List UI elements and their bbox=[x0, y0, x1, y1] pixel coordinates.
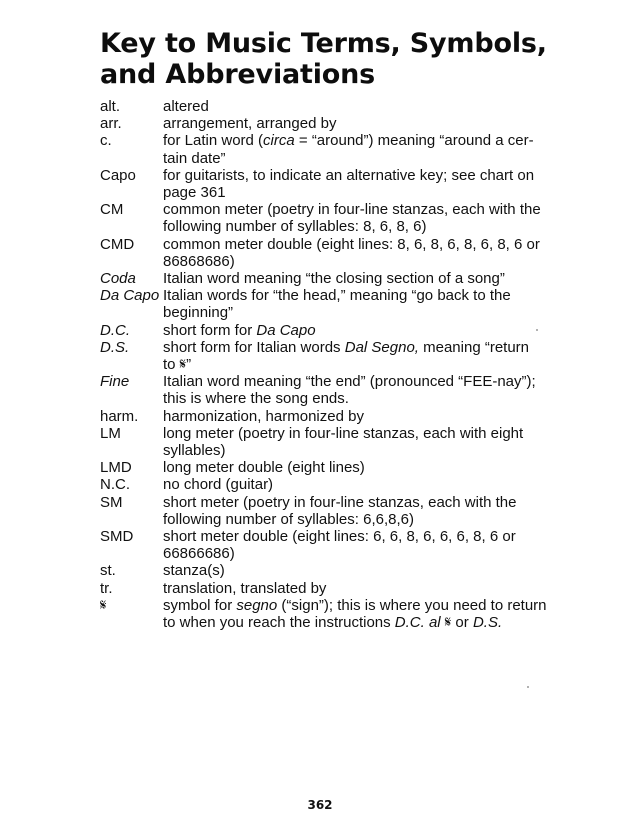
glossary-definition bbox=[163, 287, 550, 321]
glossary-entry bbox=[100, 494, 550, 528]
definition-text: stanza(s) bbox=[163, 562, 225, 580]
definition-line bbox=[163, 511, 550, 528]
glossary-term: CMD bbox=[100, 235, 135, 253]
definition-text: Italian word meaning “the end” (pronounced “FEE-nay”); bbox=[163, 373, 536, 391]
definition-line bbox=[163, 390, 550, 407]
glossary-term: 𝄋 bbox=[100, 596, 107, 614]
definition-line bbox=[163, 442, 550, 459]
definition-line bbox=[163, 184, 550, 201]
glossary-definition bbox=[163, 98, 550, 115]
glossary-entry bbox=[100, 201, 550, 235]
definition-text: long meter (poetry in four-line stanzas, each with eight bbox=[163, 424, 524, 442]
glossary-term: Coda bbox=[100, 270, 136, 288]
scan-speck bbox=[527, 686, 529, 688]
glossary-definition bbox=[163, 562, 550, 579]
definition-line bbox=[163, 201, 550, 218]
glossary-definition bbox=[163, 270, 550, 287]
definition-text: harmonization, harmonized by bbox=[163, 407, 364, 425]
definition-line bbox=[163, 562, 550, 579]
glossary-entry bbox=[100, 459, 550, 476]
definition-line bbox=[163, 253, 550, 270]
definition-line bbox=[163, 98, 550, 115]
definition-italic-text: Da Capo bbox=[256, 321, 316, 339]
glossary-entry bbox=[100, 270, 550, 287]
page-title-line-2: and Abbreviations bbox=[100, 59, 376, 90]
page-number: 362 bbox=[307, 798, 333, 812]
definition-line bbox=[163, 528, 550, 545]
glossary-entry bbox=[100, 132, 550, 166]
definition-text: tain date” bbox=[163, 149, 226, 167]
definition-line bbox=[163, 270, 550, 287]
glossary-definition bbox=[163, 425, 550, 459]
definition-text: altered bbox=[163, 98, 209, 115]
definition-text: short meter (poetry in four-line stanzas, each with the bbox=[163, 493, 517, 511]
definition-italic-text: Dal Segno, bbox=[344, 338, 419, 356]
glossary-entry bbox=[100, 562, 550, 579]
glossary-term: LMD bbox=[100, 459, 132, 477]
glossary-term: LM bbox=[100, 424, 121, 442]
definition-text: to when you reach the instructions bbox=[163, 614, 395, 632]
glossary-definition bbox=[163, 201, 550, 235]
glossary-definition bbox=[163, 322, 550, 339]
definition-text: following number of syllables: 6,6,8,6) bbox=[163, 510, 414, 528]
glossary-term: Da Capo bbox=[100, 287, 160, 305]
definition-text: page 361 bbox=[163, 184, 226, 202]
glossary-definition bbox=[163, 115, 550, 132]
page-title bbox=[100, 28, 620, 90]
glossary-entry bbox=[100, 408, 550, 425]
definition-line bbox=[163, 356, 550, 373]
definition-text: to 𝄋” bbox=[163, 356, 192, 374]
glossary-definition bbox=[163, 580, 550, 597]
definition-line bbox=[163, 322, 550, 339]
glossary-term: st. bbox=[100, 562, 116, 580]
definition-line bbox=[163, 236, 550, 253]
scan-speck bbox=[536, 329, 538, 331]
definition-line bbox=[163, 408, 550, 425]
definition-line bbox=[163, 597, 550, 614]
definition-text: Italian word meaning “the closing section of a song” bbox=[163, 270, 505, 288]
definition-line bbox=[163, 304, 550, 321]
definition-line bbox=[163, 115, 550, 132]
definition-line bbox=[163, 580, 550, 597]
definition-line bbox=[163, 545, 550, 562]
glossary-term: CM bbox=[100, 201, 124, 219]
glossary-term: arr. bbox=[100, 115, 122, 133]
definition-line bbox=[163, 459, 550, 476]
definition-text: 𝄋 or bbox=[440, 614, 473, 632]
glossary-entry bbox=[100, 580, 550, 597]
glossary-term: N.C. bbox=[100, 476, 130, 494]
glossary-entry bbox=[100, 528, 550, 562]
glossary-entry bbox=[100, 236, 550, 270]
definition-text: symbol for bbox=[163, 596, 237, 614]
glossary-entry bbox=[100, 322, 550, 339]
glossary-entry bbox=[100, 287, 550, 321]
definition-text: Italian words for “the head,” meaning “go back to the bbox=[163, 287, 511, 305]
definition-text: for Latin word ( bbox=[163, 132, 264, 150]
glossary-entry bbox=[100, 115, 550, 132]
definition-text: no chord (guitar) bbox=[163, 476, 274, 494]
definition-italic-text: D.C. al bbox=[394, 614, 441, 632]
glossary-definition bbox=[163, 408, 550, 425]
definition-italic-text: circa bbox=[263, 132, 295, 150]
glossary-term: Capo bbox=[100, 166, 136, 184]
glossary-term: D.S. bbox=[100, 338, 130, 356]
page-title-line-1: Key to Music Terms, Symbols, bbox=[100, 28, 547, 59]
definition-text: = “around”) meaning “around a cer- bbox=[294, 132, 534, 150]
definition-line bbox=[163, 218, 550, 235]
definition-line bbox=[163, 287, 550, 304]
definition-text: (“sign”); this is where you need to return bbox=[277, 596, 547, 614]
glossary-entry bbox=[100, 167, 550, 201]
glossary-term: SM bbox=[100, 493, 123, 511]
definition-text: common meter double (eight lines: 8, 6, 8, 6, 8, 6, 8, 6 or bbox=[163, 235, 540, 253]
definition-text: arrangement, arranged by bbox=[163, 115, 337, 133]
glossary-definition bbox=[163, 476, 550, 493]
glossary-term: c. bbox=[100, 132, 112, 150]
glossary-entry bbox=[100, 98, 550, 115]
definition-line bbox=[163, 167, 550, 184]
definition-text: short form for bbox=[163, 321, 257, 339]
definition-line bbox=[163, 339, 550, 356]
glossary-definition bbox=[163, 528, 550, 562]
glossary-entry bbox=[100, 339, 550, 373]
definition-line bbox=[163, 150, 550, 167]
glossary-term: alt. bbox=[100, 98, 121, 115]
definition-text: this is where the song ends. bbox=[163, 390, 349, 408]
definition-text: short meter double (eight lines: 6, 6, 8, 6, 6, 6, 8, 6 or bbox=[163, 528, 516, 546]
definition-text: common meter (poetry in four-line stanzas, each with the bbox=[163, 201, 541, 219]
definition-line bbox=[163, 614, 550, 631]
definition-text: for guitarists, to indicate an alternative key; see chart on bbox=[163, 166, 535, 184]
glossary-definition bbox=[163, 459, 550, 476]
glossary-entry bbox=[100, 373, 550, 407]
glossary-entry bbox=[100, 425, 550, 459]
definition-text: 86868686) bbox=[163, 252, 235, 270]
definition-text: long meter double (eight lines) bbox=[163, 459, 365, 477]
glossary-definition bbox=[163, 236, 550, 270]
definition-line bbox=[163, 425, 550, 442]
glossary-definition bbox=[163, 167, 550, 201]
glossary-list bbox=[100, 98, 550, 631]
glossary-definition bbox=[163, 132, 550, 166]
glossary-term: SMD bbox=[100, 528, 134, 546]
glossary-entry bbox=[100, 476, 550, 493]
definition-line bbox=[163, 132, 550, 149]
definition-italic-text: segno bbox=[236, 596, 278, 614]
glossary-term: harm. bbox=[100, 407, 139, 425]
definition-italic-text: D.S. bbox=[472, 614, 503, 632]
definition-text: syllables) bbox=[163, 442, 226, 460]
glossary-term: tr. bbox=[100, 579, 113, 597]
glossary-definition bbox=[163, 494, 550, 528]
glossary-entry bbox=[100, 597, 550, 631]
definition-text: translation, translated by bbox=[163, 579, 327, 597]
definition-text: short form for Italian words bbox=[163, 338, 345, 356]
glossary-term: D.C. bbox=[100, 321, 130, 339]
definition-text: following number of syllables: 8, 6, 8, 6) bbox=[163, 218, 427, 236]
definition-text: beginning” bbox=[163, 304, 234, 322]
definition-text: meaning “return bbox=[418, 338, 530, 356]
definition-line bbox=[163, 373, 550, 390]
definition-line bbox=[163, 494, 550, 511]
definition-text: 66866686) bbox=[163, 545, 235, 563]
glossary-definition bbox=[163, 597, 550, 631]
glossary-term: Fine bbox=[100, 373, 130, 391]
definition-line bbox=[163, 476, 550, 493]
glossary-definition bbox=[163, 339, 550, 373]
glossary-definition bbox=[163, 373, 550, 407]
